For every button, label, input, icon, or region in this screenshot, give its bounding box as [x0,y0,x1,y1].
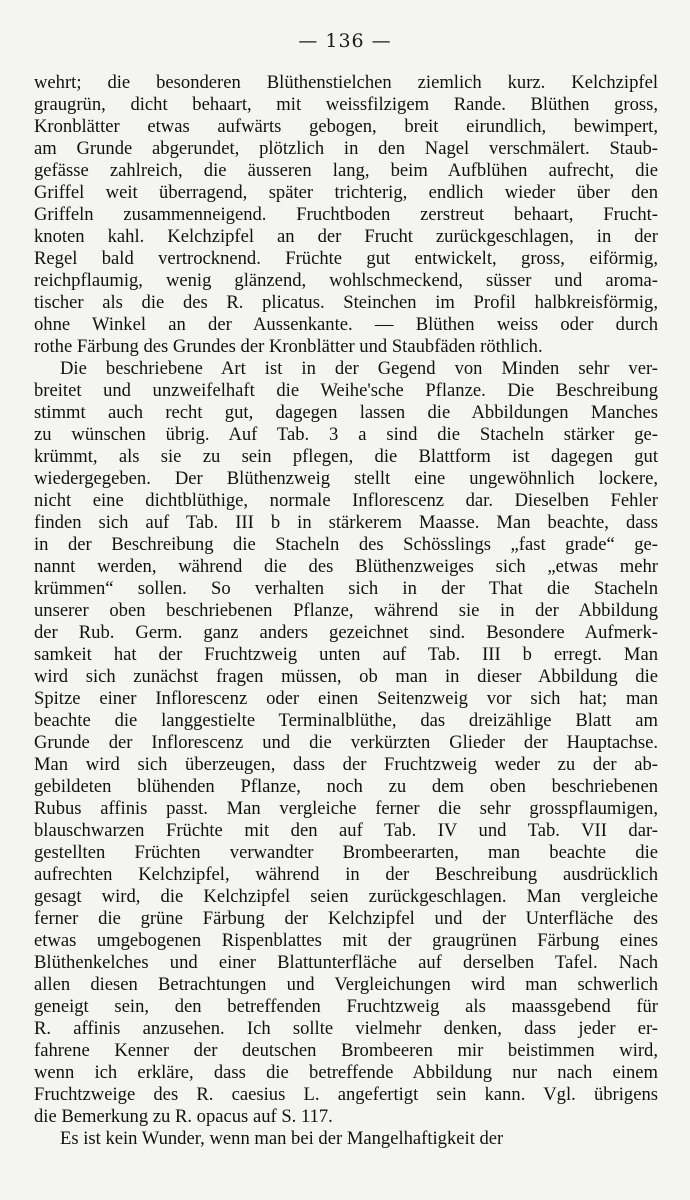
text-line: beachte die langgestielte Terminalblüthe, das dreizählige Blatt am [34,710,658,731]
text-line: der Rub. Germ. ganz anders gezeichnet sind. Besondere Aufmerk- [34,622,658,643]
text-line: Man wird sich überzeugen, dass der Fruchtzweig weder zu der ab- [34,754,658,775]
text-line: Griffeln zusammenneigend. Fruchtboden zerstreut behaart, Frucht- [34,204,658,225]
text-line: wenn ich erkläre, dass die betreffende Abbildung nur nach einem [34,1062,658,1083]
text-line: unserer oben beschriebenen Pflanze, während sie in der Abbildung [34,600,658,621]
text-line: geneigt sein, den betreffenden Fruchtzweig als maassgebend für [34,996,658,1017]
text-line: in der Beschreibung die Stacheln des Schösslings „fast grade“ ge- [34,534,658,555]
text-line: zu wünschen übrig. Auf Tab. 3 a sind die Stacheln stärker ge- [34,424,658,445]
text-line: gefässe zahlreich, die äusseren lang, beim Aufblühen aufrecht, die [34,160,658,181]
text-line: nicht eine dichtblüthige, normale Inflorescenz dar. Dieselben Fehler [34,490,658,511]
text-line: nannt werden, während die des Blüthenzweiges sich „etwas mehr [34,556,658,577]
text-line: ferner die grüne Färbung der Kelchzipfel und der Unterfläche des [34,908,658,929]
text-line: wehrt; die besonderen Blüthenstielchen ziemlich kurz. Kelchzipfel [34,72,658,93]
text-line: finden sich auf Tab. III b in stärkerem Maasse. Man beachte, dass [34,512,658,533]
text-line: etwas umgebogenen Rispenblattes mit der graugrünen Färbung eines [34,930,658,951]
text-line: blauschwarzen Früchte mit den auf Tab. IV und Tab. VII dar- [34,820,658,841]
text-line: Kronblätter etwas aufwärts gebogen, breit eirundlich, bewimpert, [34,116,658,137]
text-line: am Grunde abgerundet, plötzlich in den Nagel verschmälert. Staub- [34,138,658,159]
text-line: fahrene Kenner der deutschen Brombeeren mir beistimmen wird, [34,1040,658,1061]
text-line: Grunde der Inflorescenz und die verkürzten Glieder der Hauptachse. [34,732,658,753]
text-line: krümmen“ sollen. So verhalten sich in der That die Stacheln [34,578,658,599]
text-line: stimmt auch recht gut, dagegen lassen die Abbildungen Manches [34,402,658,423]
text-line: graugrün, dicht behaart, mit weissfilzigem Rande. Blüthen gross, [34,94,658,115]
text-line: rothe Färbung des Grundes der Kronblätter und Staubfäden röthlich. [34,336,543,357]
text-line: breitet und unzweifelhaft die Weihe'sche Pflanze. Die Beschreibung [34,380,658,401]
text-line: ohne Winkel an der Aussenkante. — Blüthen weiss oder durch [34,314,658,335]
text-line: tischer als die des R. plicatus. Steinchen im Profil halbkreisförmig, [34,292,658,313]
text-line: samkeit hat der Fruchtzweig unten auf Tab. III b erregt. Man [34,644,658,665]
text-line: krümmt, als sie zu sein pflegen, die Blattform ist dagegen gut [34,446,658,467]
text-line: R. affinis anzusehen. Ich sollte vielmehr denken, dass jeder er- [34,1018,658,1039]
text-line: gebildeten blühenden Pflanze, noch zu dem oben beschriebenen [34,776,658,797]
text-line: Fruchtzweige des R. caesius L. angefertigt sein kann. Vgl. übrigens [34,1084,658,1105]
text-line: Spitze einer Inflorescenz oder einen Seitenzweig vor sich hat; man [34,688,658,709]
text-line: gesagt wird, die Kelchzipfel seien zurückgeschlagen. Man vergleiche [34,886,658,907]
body-text [34,72,658,1150]
text-line: allen diesen Betrachtungen und Vergleichungen wird man schwerlich [34,974,658,995]
text-line: wiedergegeben. Der Blüthenzweig stellt eine ungewöhnlich lockere, [34,468,658,489]
text-line: die Bemerkung zu R. opacus auf S. 117. [34,1106,333,1127]
page-number: — 136 — [298,30,392,52]
text-line: Regel bald vertrocknend. Früchte gut entwickelt, gross, eiförmig, [34,248,658,269]
text-line: Die beschriebene Art ist in der Gegend von Minden sehr ver- [60,358,658,379]
text-line: aufrechten Kelchzipfel, während in der Beschreibung ausdrücklich [34,864,658,885]
text-line: reichpflaumig, wenig glänzend, wohlschmeckend, süsser und aroma- [34,270,658,291]
text-line: gestellten Früchten verwandter Brombeerarten, man beachte die [34,842,658,863]
text-line: knoten kahl. Kelchzipfel an der Frucht zurückgeschlagen, in der [34,226,658,247]
text-line: Griffel weit überragend, später trichterig, endlich wieder über den [34,182,658,203]
text-line: wird sich zunächst fragen müssen, ob man in dieser Abbildung die [34,666,658,687]
text-line: Rubus affinis passt. Man vergleiche ferner die sehr grosspflaumigen, [34,798,658,819]
text-line: Blüthenkelches und einer Blattunterfläche auf derselben Tafel. Nach [34,952,658,973]
text-line: Es ist kein Wunder, wenn man bei der Mangelhaftigkeit der [60,1128,504,1149]
